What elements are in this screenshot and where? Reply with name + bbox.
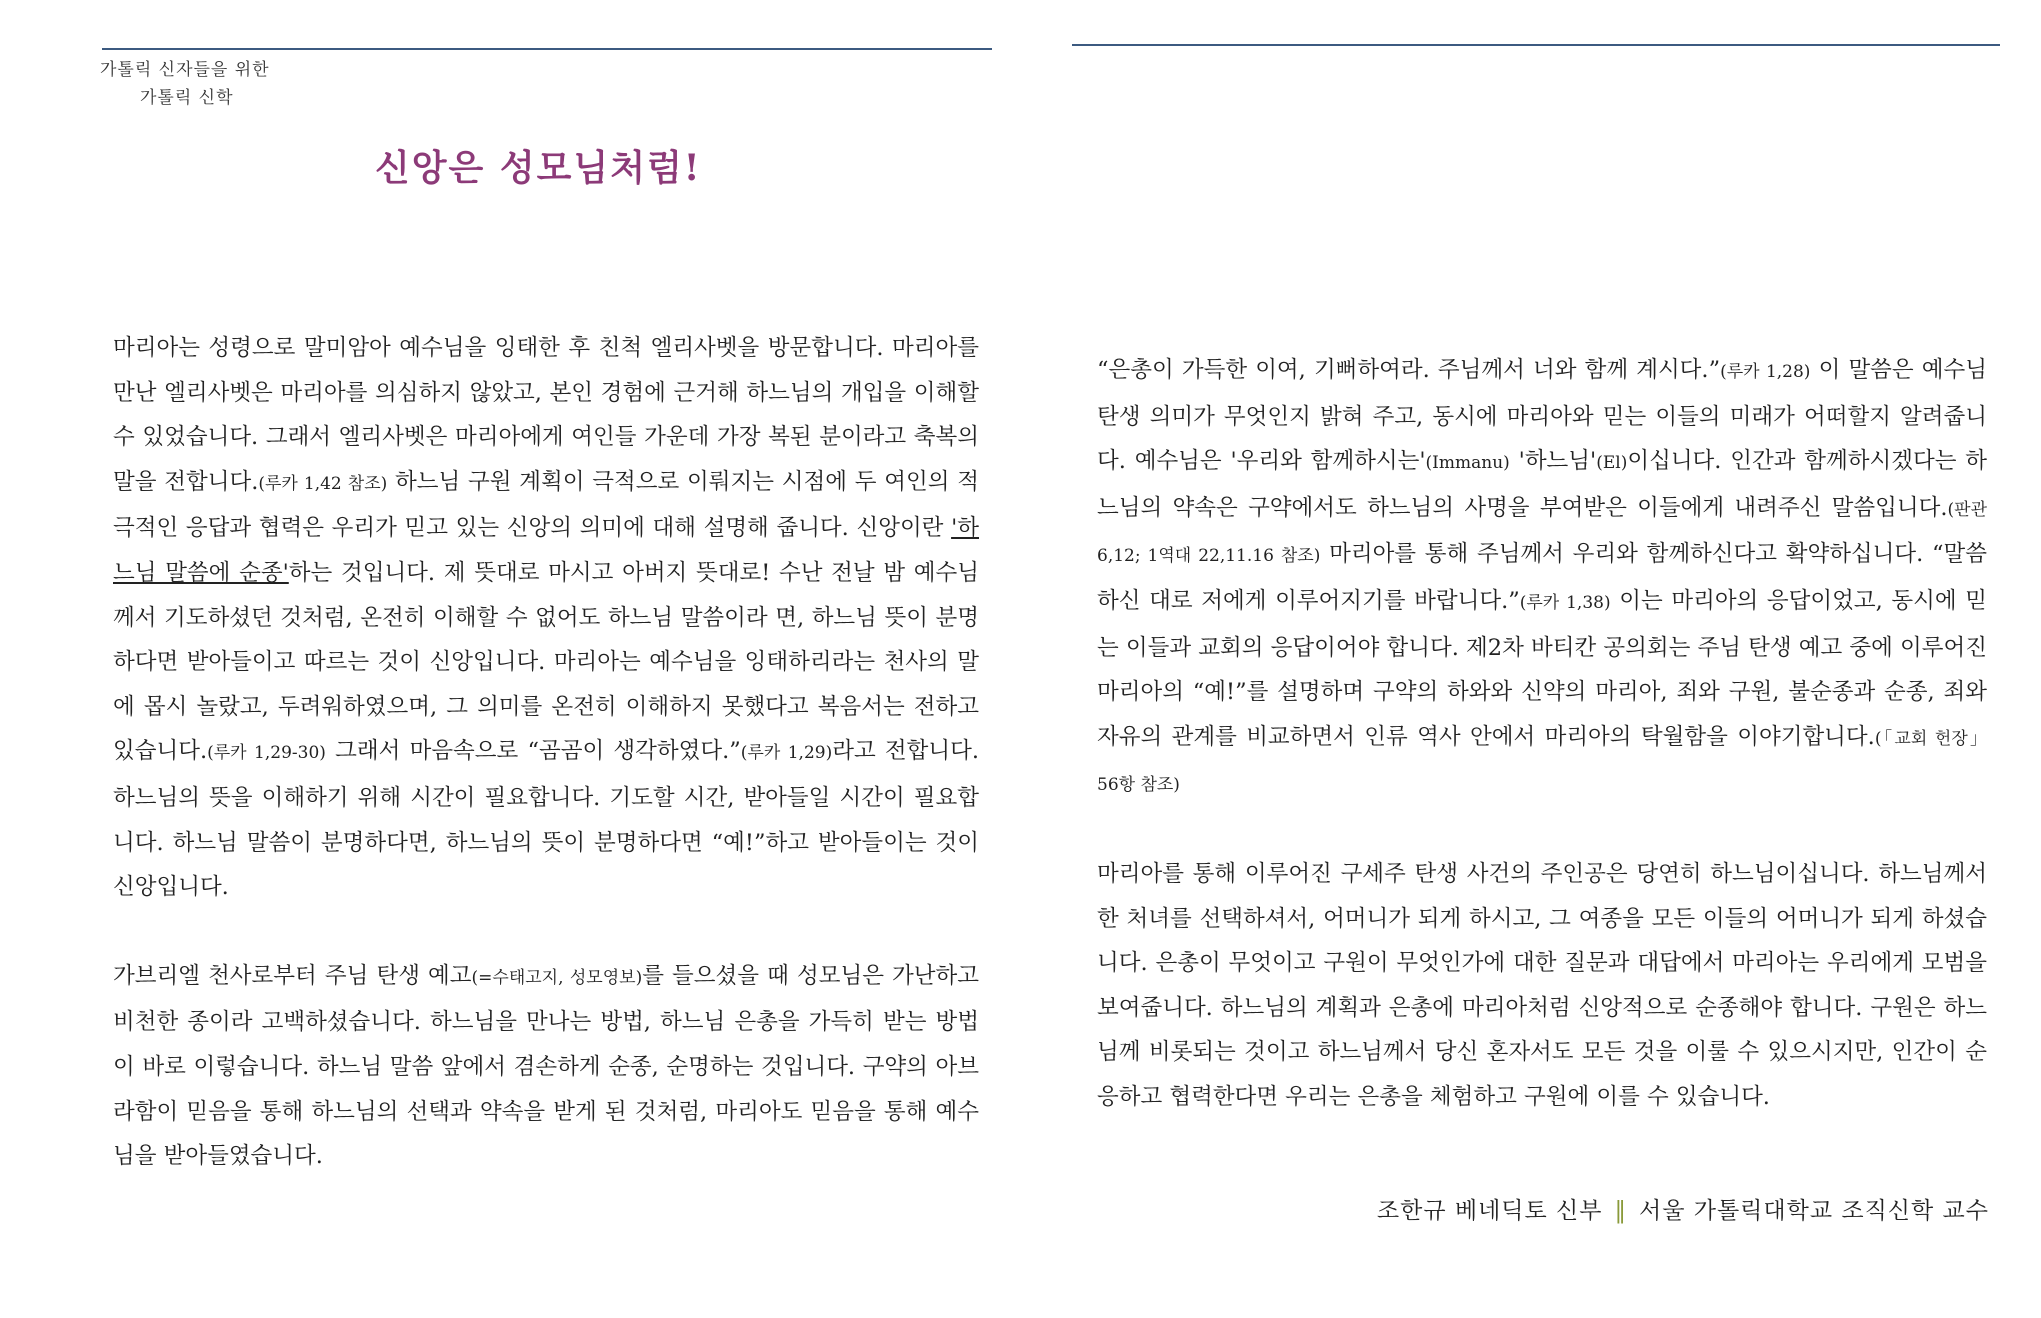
scripture-reference: (루카 1,42 참조): [258, 473, 388, 494]
left-column: [113, 326, 979, 1179]
scripture-reference: (루카 1,29): [740, 743, 833, 764]
text-run: 가브리엘 천사로부터 주님 탄생 예고: [113, 962, 472, 989]
author-affiliation: 서울 가톨릭대학교 조직신학 교수: [1639, 1198, 1989, 1224]
header-rule-right: [1072, 44, 2000, 46]
scripture-reference: (판관 6,12; 1역대 22,11.16 참조): [1097, 499, 1987, 567]
underlined-phrase: '하느님 말씀에 순종': [113, 515, 979, 586]
author-separator: ‖: [1614, 1198, 1627, 1224]
left-paragraph-1: [113, 326, 979, 910]
text-run: 하는 것입니다. 제 뜻대로 마시고 아버지 뜻대로! 수난 전날 밤 예수님께서 기도하셨던 것처럼, 온전히 이해할 수 없어도 하느님 말씀이라 면, 하느님 뜻이 분명하다면 받아들이고 따르는 것이 신앙입니다. 마리아는 예수님을 잉태하리라는 천사의 말에 몹시 놀랐고, 두려워하였으며, 그 의미를 온전히 이해하지 못했다고 복음서는 전하고 있습니다.: [113, 559, 980, 765]
scripture-reference: (루카 1,29-30): [207, 743, 326, 764]
scripture-reference: (루카 1,28): [1720, 362, 1811, 382]
text-run: 그래서 마음속으로 “곰곰이 생각하였다.”: [325, 738, 741, 765]
text-run: 이십니다. 인간과 함께하시겠다는 하느님의 약속은 구약에서도 하느님의 사명을 부여받은 이들에게 내려주신 말씀입니다.: [1097, 448, 1987, 521]
right-paragraph-2: 마리아를 통해 이루어진 구세주 탄생 사건의 주인공은 당연히 하느님이십니다. 하느님께서 한 처녀를 선택하셔서, 어머니가 되게 하시고, 그 여종을 모든 이들의 어머니가 되게 하셨습니다. 은총이 무엇이고 구원이 무엇인가에 대한 질문과 대답에서 마리아는 우리에게 모범을 보여줍니다. 하느님의 계획과 은총에 마리아처럼 신앙적으로 순종해야 합니다. 구원은 하느님께 비롯되는 것이고 하느님께서 당신 혼자서도 모든 것을 이룰 수 있으시지만, 인간이 순응하고 협력한다면 우리는 은총을 체험하고 구원에 이를 수 있습니다.: [1097, 860, 1987, 1110]
text-run: 마리아는 성령으로 말미암아 예수님을 잉태한 후 친척 엘리사벳을 방문합니다. 마리아를 만난 엘리사벳은 마리아를 의심하지 않았고, 본인 경험에 근거해 하느님의 개입을 이해할 수 있었습니다. 그래서 엘리사벳은 마리아에게 여인들 가운데 가장 복된 분이라고 축복의 말을 전합니다.: [113, 335, 979, 495]
header-rule-left: [102, 48, 992, 50]
text-run: '하느님': [1509, 448, 1597, 475]
series-label: [100, 56, 270, 112]
author-name: 조한규 베네딕토 신부: [1376, 1198, 1603, 1224]
document-reference: (「교회 헌장」 56항 참조): [1097, 728, 1987, 796]
page-title: 신앙은 성모님처럼!: [375, 147, 702, 189]
parenthetical-note: (El): [1596, 453, 1628, 474]
series-line-1: 가톨릭 신자들을 위한: [100, 60, 270, 80]
text-run: 를 들으셨을 때 성모님은 가난하고 비천한 종이라 고백하셨습니다. 하느님을 만나는 방법, 하느님 은총을 가득히 받는 방법이 바로 이렇습니다. 하느님 말씀 앞에서 겸손하게 순종, 순명하는 것입니다. 구약의 아브라함이 믿음을 통해 하느님의 선택과 약속을 받게 된 것처럼, 마리아도 믿음을 통해 예수님을 받아들였습니다.: [113, 962, 979, 1170]
left-paragraph-2: [113, 954, 979, 1179]
text-run: 이는 마리아의 응답이었고, 동시에 믿는 이들과 교회의 응답이어야 합니다. 제2차 바티칸 공의회는 주님 탄생 예고 중에 이루어진 마리아의 “예!”를 설명하며 구약의 하와와 신약의 마리아, 죄와 구원, 불순종과 순종, 죄와 자유의 관계를 비교하면서 인류 역사 안에서 마리아의 탁월함을 이야기합니다.: [1097, 587, 1987, 750]
parenthetical-note: (Immanu): [1425, 453, 1510, 474]
text-run: 하느님 구원 계획이 극적으로 이뤄지는 시점에 두 여인의 적극적인 응답과 협력은 우리가 믿고 있는 신앙의 의미에 대해 설명해 줍니다. 신앙이란: [113, 468, 979, 542]
text-run: 라고 전합니다. 하느님의 뜻을 이해하기 위해 시간이 필요합니다. 기도할 시간, 받아들일 시간이 필요합니다. 하느님 말씀이 분명하다면, 하느님의 뜻이 분명하다면 “예!”하고 받아들이는 것이 신앙입니다.: [113, 738, 980, 901]
text-run: 이 말씀은 예수님 탄생 의미가 무엇인지 밝혀 주고, 동시에 마리아와 믿는 이들의 미래가 어떠할지 알려줍니다. 예수님은 '우리와 함께하시는': [1097, 357, 1987, 475]
series-line-2: 가톨릭 신학: [140, 88, 234, 108]
scripture-reference: (루카 1,38): [1519, 592, 1611, 613]
author-signature: [1377, 1192, 1989, 1225]
text-run: 마리아를 통해 주님께서 우리와 함께하신다고 확약하십니다. “말씀하신 대로 저에게 이루어지기를 바랍니다.”: [1097, 541, 1987, 614]
right-column: [1097, 348, 1987, 1120]
parenthetical-note: (=수태고지, 성모영보): [471, 967, 643, 988]
text-run: “은총이 가득한 이여, 기뻐하여라. 주님께서 너와 함께 계시다.”: [1097, 357, 1721, 383]
right-paragraph-1: [1097, 348, 1987, 808]
